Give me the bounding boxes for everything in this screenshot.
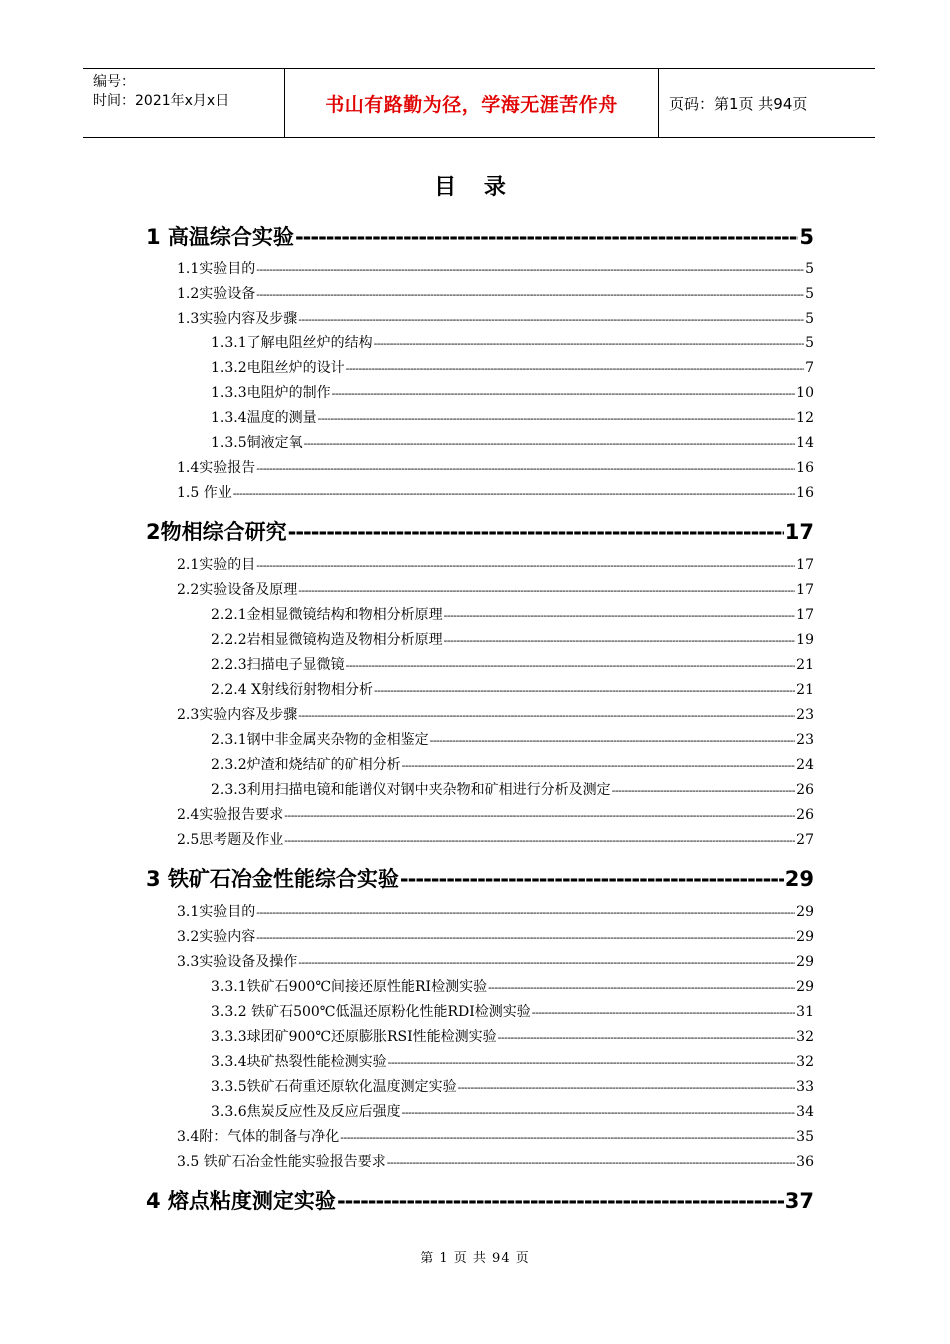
- page-footer: 第 1 页 共 94 页: [420, 1251, 530, 1266]
- toc-leader: [337, 1189, 784, 1213]
- toc-leader: [256, 263, 804, 276]
- toc-entry-title: 1.3.4温度的测量: [211, 410, 317, 426]
- toc-entry-page: 12: [796, 410, 814, 426]
- toc-entry[interactable]: [211, 604, 814, 624]
- toc-leader: [256, 906, 795, 919]
- toc-entry-page: 29: [796, 904, 814, 920]
- toc-leader: [374, 337, 804, 350]
- toc-entry-page: 7: [805, 360, 814, 376]
- toc-entry-title: 4 熔点粘度测定实验: [146, 1189, 336, 1213]
- toc-leader: [346, 659, 796, 672]
- toc-entry-title: 2.3实验内容及步骤: [177, 707, 298, 723]
- toc-leader: [444, 634, 796, 647]
- toc-leader: [458, 1081, 796, 1094]
- toc-leader: [233, 487, 795, 500]
- toc-entry-title: 3.3.5铁矿石荷重还原软化温度测定实验: [211, 1079, 457, 1095]
- toc-entry-page: 35: [796, 1129, 814, 1145]
- toc-entry-page: 24: [796, 757, 814, 773]
- header-page-info: 页码：第1页 共94页: [669, 94, 808, 113]
- toc-entry-title: 3.1实验目的: [177, 904, 256, 920]
- toc-leader: [298, 956, 795, 969]
- toc-entry-title: 2.3.2炉渣和烧结矿的矿相分析: [211, 757, 401, 773]
- page-title: 目 录: [434, 175, 516, 200]
- toc-leader: [400, 867, 784, 891]
- toc-entry-title: 1.4实验报告: [177, 460, 256, 476]
- number-label: 编号：: [93, 74, 135, 90]
- toc-entry[interactable]: [146, 863, 814, 893]
- toc-entry[interactable]: [211, 357, 814, 377]
- toc-entry[interactable]: [177, 1126, 814, 1146]
- toc-entry[interactable]: [211, 382, 814, 402]
- toc-entry-title: 3.3实验设备及操作: [177, 954, 298, 970]
- toc-entry-page: 17: [796, 557, 814, 573]
- toc-entry[interactable]: [177, 283, 814, 303]
- toc-entry[interactable]: [211, 654, 814, 674]
- toc-entry-page: 21: [796, 682, 814, 698]
- toc-entry[interactable]: [177, 704, 814, 724]
- toc-entry-page: 23: [796, 732, 814, 748]
- toc-leader: [256, 288, 804, 301]
- toc-entry-page: 36: [796, 1154, 814, 1170]
- toc-entry-title: 1.3.5铜液定氧: [211, 435, 303, 451]
- toc-entry-title: 2.5思考题及作业: [177, 832, 284, 848]
- toc-entry[interactable]: [177, 308, 814, 328]
- toc-entry-title: 2.2.2岩相显微镜构造及物相分析原理: [211, 632, 443, 648]
- toc-entry[interactable]: [211, 629, 814, 649]
- toc-entry-page: 37: [784, 1189, 814, 1213]
- toc-entry-page: 29: [796, 954, 814, 970]
- toc-entry-page: 5: [799, 225, 814, 249]
- toc-entry-title: 2.1实验的目: [177, 557, 256, 573]
- toc-leader: [284, 809, 795, 822]
- toc-entry[interactable]: [177, 258, 814, 278]
- toc-entry[interactable]: [211, 1101, 814, 1121]
- toc-entry[interactable]: [146, 516, 814, 546]
- toc-entry-page: 19: [796, 632, 814, 648]
- toc-leader: [612, 784, 796, 797]
- toc-entry[interactable]: [177, 901, 814, 921]
- toc-leader: [256, 462, 795, 475]
- toc-entry[interactable]: [177, 457, 814, 477]
- toc-entry[interactable]: [177, 482, 814, 502]
- toc-entry-title: 1.5 作业: [177, 485, 232, 501]
- toc-entry-title: 2物相综合研究: [146, 520, 287, 544]
- toc-leader: [388, 1056, 796, 1069]
- toc-leader: [498, 1031, 796, 1044]
- toc-entry-page: 32: [796, 1029, 814, 1045]
- toc-leader: [402, 1106, 796, 1119]
- toc-entry[interactable]: [211, 679, 814, 699]
- toc-entry-page: 21: [796, 657, 814, 673]
- toc-entry-page: 33: [796, 1079, 814, 1095]
- toc-leader: [256, 931, 795, 944]
- toc-entry[interactable]: [211, 1076, 814, 1096]
- toc-entry-page: 5: [805, 286, 814, 302]
- header-meta: [83, 69, 285, 137]
- toc-entry-page: 34: [796, 1104, 814, 1120]
- toc-entry-title: 3.4附：气体的制备与净化: [177, 1129, 340, 1145]
- toc-entry-title: 3.3.1铁矿石900℃间接还原性能RI检测实验: [211, 979, 488, 995]
- toc-entry[interactable]: [177, 951, 814, 971]
- toc-entry[interactable]: [177, 1151, 814, 1171]
- toc-leader: [430, 734, 796, 747]
- toc-entry-page: 16: [796, 485, 814, 501]
- toc-entry[interactable]: [211, 407, 814, 427]
- toc-entry-title: 2.2实验设备及原理: [177, 582, 298, 598]
- toc-entry[interactable]: [211, 1026, 814, 1046]
- toc-entry-title: 3.5 铁矿石冶金性能实验报告要求: [177, 1154, 386, 1170]
- toc-entry-title: 3.3.3球团矿900℃还原膨胀RSI性能检测实验: [211, 1029, 497, 1045]
- toc-entry-page: 23: [796, 707, 814, 723]
- toc-entry-page: 5: [805, 311, 814, 327]
- toc-entry-page: 5: [805, 261, 814, 277]
- toc-entry-title: 1.1实验目的: [177, 261, 256, 277]
- toc-leader: [346, 362, 804, 375]
- toc-entry-title: 1.3实验内容及步骤: [177, 311, 298, 327]
- toc-entry-page: 32: [796, 1054, 814, 1070]
- toc-entry-title: 1 高温综合实验: [146, 225, 294, 249]
- toc-entry-page: 29: [796, 979, 814, 995]
- toc-leader: [488, 981, 795, 994]
- toc-entry-page: 17: [784, 520, 814, 544]
- toc-entry[interactable]: [211, 754, 814, 774]
- toc-entry[interactable]: [177, 554, 814, 574]
- toc-entry-title: 1.2实验设备: [177, 286, 256, 302]
- toc-leader: [256, 559, 795, 572]
- toc-entry[interactable]: [211, 779, 814, 799]
- toc-leader: [295, 225, 798, 249]
- toc-entry-title: 3 铁矿石冶金性能综合实验: [146, 867, 399, 891]
- toc-leader: [532, 1006, 795, 1019]
- toc-entry-title: 1.3.3电阻炉的制作: [211, 385, 331, 401]
- toc-leader: [332, 387, 796, 400]
- toc-leader: [288, 520, 784, 544]
- toc-leader: [298, 709, 795, 722]
- header-motto: 书山有路勤为径，学海无涯苦作舟: [285, 69, 659, 137]
- toc-entry-title: 3.3.4块矿热裂性能检测实验: [211, 1054, 387, 1070]
- toc-entry-page: 16: [796, 460, 814, 476]
- toc-entry[interactable]: [177, 926, 814, 946]
- toc-entry[interactable]: [211, 1051, 814, 1071]
- toc-entry-page: 14: [796, 435, 814, 451]
- toc-entry-page: 27: [796, 832, 814, 848]
- toc-entry-title: 3.3.6焦炭反应性及反应后强度: [211, 1104, 401, 1120]
- toc-entry-title: 2.3.1钢中非金属夹杂物的金相鉴定: [211, 732, 429, 748]
- toc-leader: [304, 437, 796, 450]
- toc-entry[interactable]: [146, 221, 814, 251]
- toc-entry-title: 2.3.3利用扫描电镜和能谱仪对钢中夹杂物和矿相进行分析及测定: [211, 782, 611, 798]
- toc-entry[interactable]: [211, 976, 814, 996]
- document-header: [83, 68, 875, 138]
- toc-leader: [318, 412, 796, 425]
- toc-entry-title: 3.3.2 铁矿石500℃低温还原粉化性能RDI检测实验: [211, 1004, 531, 1020]
- toc-leader: [402, 759, 796, 772]
- toc-entry-title: 1.3.2电阻丝炉的设计: [211, 360, 345, 376]
- toc-entry[interactable]: [211, 729, 814, 749]
- toc-leader: [340, 1131, 795, 1144]
- toc-entry[interactable]: [211, 332, 814, 352]
- toc-entry-page: 26: [796, 807, 814, 823]
- toc-entry[interactable]: [211, 1001, 814, 1021]
- toc-entry-page: 17: [796, 582, 814, 598]
- toc-entry-title: 2.2.1金相显微镜结构和物相分析原理: [211, 607, 443, 623]
- toc-leader: [387, 1156, 795, 1169]
- toc-entry-title: 2.4实验报告要求: [177, 807, 284, 823]
- toc-entry-title: 3.2实验内容: [177, 929, 256, 945]
- toc-leader: [298, 584, 795, 597]
- toc-entry-page: 5: [805, 335, 814, 351]
- toc-entry[interactable]: [146, 1185, 814, 1215]
- toc-entry-page: 29: [784, 867, 814, 891]
- toc-entry[interactable]: [211, 432, 814, 452]
- toc-leader: [374, 684, 795, 697]
- toc-entry-page: 10: [796, 385, 814, 401]
- toc-leader: [444, 609, 796, 622]
- toc-entry-page: 31: [796, 1004, 814, 1020]
- toc-entry-page: 17: [796, 607, 814, 623]
- toc-entry-page: 26: [796, 782, 814, 798]
- toc-entry[interactable]: [177, 804, 814, 824]
- toc-entry[interactable]: [177, 579, 814, 599]
- toc-entry-page: 29: [796, 929, 814, 945]
- time-label: 时间：2021年x月x日: [93, 93, 230, 109]
- toc-leader: [298, 313, 804, 326]
- toc-entry[interactable]: [177, 829, 814, 849]
- toc-leader: [284, 834, 795, 847]
- toc-entry-title: 2.2.3扫描电子显微镜: [211, 657, 345, 673]
- toc-entry-title: 1.3.1了解电阻丝炉的结构: [211, 335, 373, 351]
- toc-entry-title: 2.2.4 X射线衍射物相分析: [211, 682, 374, 698]
